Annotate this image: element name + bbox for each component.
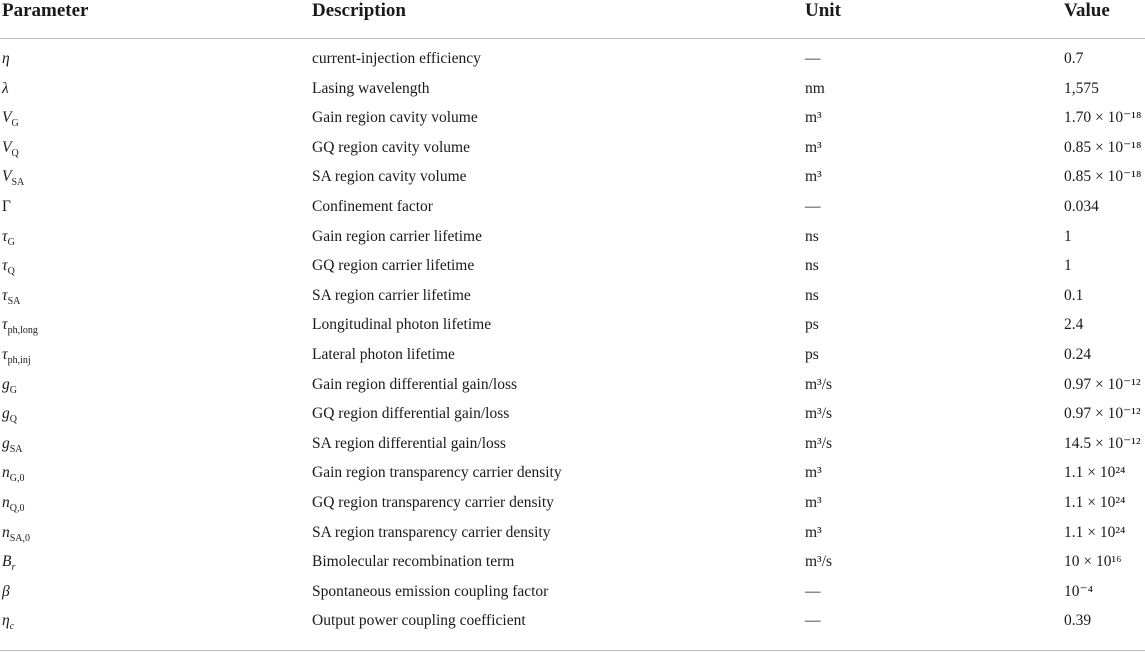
- description-cell: Bimolecular recombination term: [312, 553, 515, 571]
- table-row: [0, 424, 1145, 454]
- unit-cell: m³/s: [805, 434, 833, 452]
- value-cell: 1.1 × 10²⁴: [1064, 493, 1126, 511]
- description-cell: current-injection efficiency: [312, 50, 481, 67]
- value-cell: 1.1 × 10²⁴: [1064, 523, 1126, 541]
- description-cell: Gain region carrier lifetime: [312, 227, 482, 245]
- parameter-main: λ: [2, 79, 9, 97]
- description-cell: SA region transparency carrier density: [312, 523, 551, 541]
- parameter-main: g: [2, 375, 10, 393]
- table-row: [0, 98, 1145, 128]
- table-row: [0, 128, 1145, 158]
- table-row: [0, 542, 1145, 572]
- parameter-symbol: [2, 523, 30, 543]
- unit-cell: ns: [805, 227, 819, 245]
- parameter-subscript: G,0: [9, 473, 25, 485]
- parameter-symbol: [2, 345, 31, 365]
- parameter-subscript: Q: [11, 147, 19, 159]
- unit-cell: ns: [805, 286, 819, 304]
- description-cell: Lateral photon lifetime: [312, 345, 455, 363]
- parameter-subscript: ph,inj: [7, 354, 31, 366]
- value-cell: 10 × 10¹⁶: [1064, 553, 1122, 571]
- table-bottom-rule: [0, 650, 1145, 651]
- unit-cell: —: [805, 582, 821, 600]
- parameter-main: τ: [2, 316, 8, 334]
- parameter-symbol: [2, 375, 17, 395]
- description-cell: Confinement factor: [312, 197, 433, 215]
- value-cell: 1,575: [1064, 79, 1099, 97]
- parameter-subscript: SA,0: [9, 532, 31, 544]
- parameter-subscript: G: [11, 118, 19, 130]
- parameter-symbol: [2, 197, 11, 217]
- parameter-subscript: G: [7, 236, 15, 248]
- description-cell: Gain region cavity volume: [312, 109, 478, 127]
- description-cell: GQ region transparency carrier density: [312, 493, 554, 511]
- table-row: [0, 69, 1145, 99]
- header-value: Value: [1064, 0, 1110, 21]
- unit-cell: m³/s: [805, 375, 833, 393]
- parameter-symbol: [2, 404, 17, 424]
- value-cell: 0.39: [1064, 612, 1092, 630]
- parameter-symbol: [2, 49, 10, 69]
- description-cell: GQ region cavity volume: [312, 138, 470, 156]
- table-row: [0, 513, 1145, 543]
- value-cell: 0.1: [1064, 286, 1084, 304]
- value-cell: 1: [1064, 227, 1072, 245]
- value-cell: 0.24: [1064, 345, 1092, 363]
- table-row: [0, 157, 1145, 187]
- parameter-symbol: [2, 286, 20, 306]
- parameter-symbol: [2, 493, 24, 513]
- parameter-main: V: [2, 138, 12, 156]
- unit-cell: ps: [805, 345, 819, 363]
- parameter-main: η: [2, 50, 10, 67]
- header-parameter: Parameter: [2, 0, 89, 21]
- value-cell: 0.97 × 10⁻¹²: [1064, 405, 1141, 423]
- parameter-symbol: [2, 256, 15, 276]
- table-row: [0, 276, 1145, 306]
- parameter-subscript: SA: [9, 443, 23, 455]
- parameter-main: τ: [2, 257, 8, 275]
- parameter-symbol: [2, 463, 24, 483]
- unit-cell: nm: [805, 79, 825, 97]
- parameter-symbol: [2, 552, 15, 572]
- parameter-symbol: [2, 167, 24, 187]
- table-header: [0, 0, 1145, 39]
- unit-cell: ps: [805, 316, 819, 334]
- parameter-symbol: [2, 434, 23, 454]
- value-cell: 2.4: [1064, 316, 1084, 334]
- parameter-symbol: [2, 108, 19, 128]
- parameter-main: V: [2, 109, 12, 127]
- parameter-subscript: Q,0: [9, 502, 25, 514]
- value-cell: 0.85 × 10⁻¹⁸: [1064, 168, 1142, 186]
- value-cell: 0.97 × 10⁻¹²: [1064, 375, 1141, 393]
- parameter-main: B: [2, 553, 12, 571]
- description-cell: Gain region differential gain/loss: [312, 375, 518, 393]
- parameter-subscript: G: [9, 384, 17, 396]
- description-cell: SA region carrier lifetime: [312, 286, 471, 304]
- parameter-subscript: SA: [7, 295, 21, 307]
- table-row: [0, 187, 1145, 217]
- value-cell: 0.034: [1064, 197, 1099, 215]
- table-row: [0, 365, 1145, 395]
- value-cell: 14.5 × 10⁻¹²: [1064, 434, 1141, 452]
- parameter-main: Γ: [2, 197, 11, 215]
- value-cell: 0.85 × 10⁻¹⁸: [1064, 138, 1142, 156]
- unit-cell: m³: [805, 523, 822, 541]
- parameter-main: n: [2, 523, 10, 541]
- unit-cell: m³: [805, 138, 822, 156]
- table-row: [0, 394, 1145, 424]
- parameter-main: g: [2, 405, 10, 423]
- unit-cell: —: [805, 197, 821, 215]
- unit-cell: m³/s: [805, 553, 833, 571]
- header-unit: Unit: [805, 0, 841, 21]
- parameter-symbol: [2, 138, 19, 158]
- parameter-subscript: ph,long: [7, 325, 38, 337]
- unit-cell: m³: [805, 168, 822, 186]
- table-row: [0, 305, 1145, 335]
- description-cell: GQ region differential gain/loss: [312, 405, 510, 423]
- parameter-main: τ: [2, 227, 8, 245]
- parameter-subscript: r: [11, 562, 16, 574]
- parameter-main: τ: [2, 345, 8, 363]
- parameter-main: η: [2, 612, 10, 630]
- parameter-subscript: Q: [7, 266, 15, 278]
- table-body: [0, 39, 1145, 631]
- unit-cell: m³/s: [805, 405, 833, 423]
- parameter-symbol: [2, 582, 10, 602]
- description-cell: Lasing wavelength: [312, 79, 430, 97]
- description-cell: SA region cavity volume: [312, 168, 467, 186]
- table-row: [0, 335, 1145, 365]
- unit-cell: m³: [805, 493, 822, 511]
- description-cell: Output power coupling coefficient: [312, 612, 526, 630]
- parameter-symbol: [2, 611, 14, 631]
- parameter-symbol: [2, 79, 9, 99]
- description-cell: GQ region carrier lifetime: [312, 257, 475, 275]
- parameter-main: n: [2, 464, 10, 482]
- description-cell: SA region differential gain/loss: [312, 434, 506, 452]
- value-cell: 1: [1064, 257, 1072, 275]
- parameter-main: V: [2, 168, 12, 186]
- parameter-subscript: c: [9, 621, 15, 633]
- table-row: [0, 246, 1145, 276]
- table-row: [0, 39, 1145, 69]
- unit-cell: —: [805, 612, 821, 630]
- unit-cell: ns: [805, 257, 819, 275]
- value-cell: 0.7: [1064, 50, 1084, 67]
- header-description: Description: [312, 0, 406, 21]
- parameter-main: n: [2, 493, 10, 511]
- description-cell: Longitudinal photon lifetime: [312, 316, 492, 334]
- value-cell: 10⁻⁴: [1064, 582, 1094, 600]
- value-cell: 1.1 × 10²⁴: [1064, 464, 1126, 482]
- value-cell: 1.70 × 10⁻¹⁸: [1064, 109, 1142, 127]
- unit-cell: m³: [805, 109, 822, 127]
- unit-cell: m³: [805, 464, 822, 482]
- parameter-main: β: [2, 582, 10, 600]
- parameter-main: g: [2, 434, 10, 452]
- table-row: [0, 572, 1145, 602]
- parameter-subscript: SA: [11, 177, 25, 189]
- unit-cell: —: [805, 50, 821, 67]
- parameter-subscript: Q: [9, 414, 17, 426]
- table-row: [0, 601, 1145, 631]
- parameter-main: τ: [2, 286, 8, 304]
- table-row: [0, 483, 1145, 513]
- description-cell: Spontaneous emission coupling factor: [312, 582, 549, 600]
- description-cell: Gain region transparency carrier density: [312, 464, 562, 482]
- parameter-symbol: [2, 227, 15, 247]
- table-row: [0, 217, 1145, 247]
- parameter-symbol: [2, 315, 38, 335]
- table-row: [0, 453, 1145, 483]
